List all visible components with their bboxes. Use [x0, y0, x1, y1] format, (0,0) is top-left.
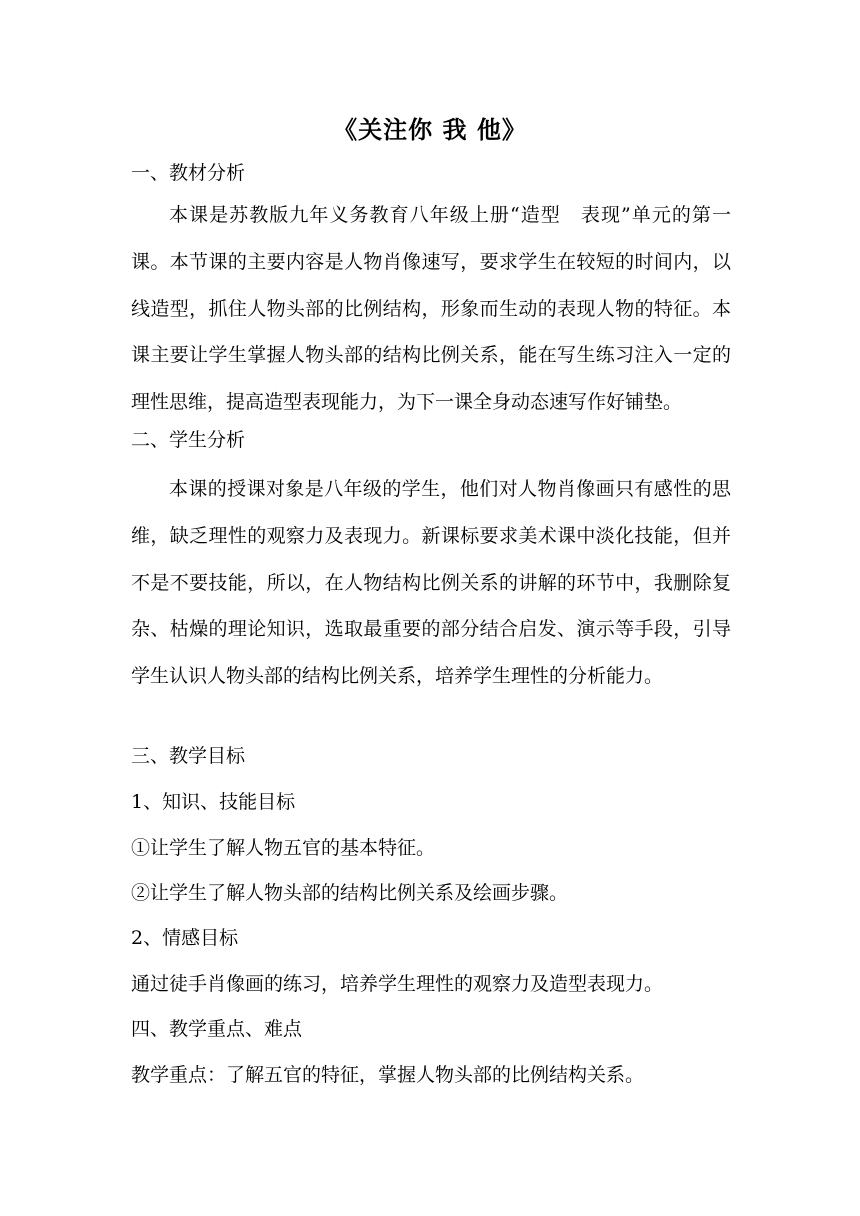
key-points-text: 教学重点：了解五官的特征，掌握人物头部的比例结构关系。 — [131, 1064, 645, 1086]
paragraph-materials: 本课是苏教版九年义务教育八年级上册“造型 表现”单元的第一课。本节课的主要内容是人物肖像速写，要求学生在较短的时间内，以线造型，抓住人物头部的比例结构，形象而生动的表现人物的特征。本课主要让学生掌握人物头部的结构比例关系，能在写生练习注入一定的理性思维，提高造型表现能力，为下一课全身动态速写作好铺垫。 — [131, 204, 731, 414]
goal-item-2: ②让学生了解人物头部的结构比例关系及绘画步骤。 — [131, 882, 569, 904]
subheading-emotion-goals: 2、情感目标 — [131, 927, 239, 949]
section-heading-goals: 三、教学目标 — [131, 745, 246, 767]
document-title: 《关注你 我 他》 — [333, 116, 527, 144]
section-heading-students: 二、学生分析 — [131, 429, 246, 451]
paragraph-students: 本课的授课对象是八年级的学生，他们对人物肖像画只有感性的思维，缺乏理性的观察力及表现力。新课标要求美术课中淡化技能，但并不是不要技能，所以，在人物结构比例关系的讲解的环节中，我删除复杂、枯燥的理论知识，选取最重要的部分结合启发、演示等手段，引导学生认识人物头部的结构比例关系，培养学生理性的分析能力。 — [131, 478, 731, 688]
subheading-knowledge-goals: 1、知识、技能目标 — [131, 791, 296, 813]
section-heading-key-points: 四、教学重点、难点 — [131, 1018, 303, 1040]
emotion-goal-text: 通过徒手肖像画的练习，培养学生理性的观察力及造型表现力。 — [131, 973, 664, 995]
goal-item-1: ①让学生了解人物五官的基本特征。 — [131, 837, 436, 859]
section-heading-materials: 一、教材分析 — [131, 162, 246, 184]
